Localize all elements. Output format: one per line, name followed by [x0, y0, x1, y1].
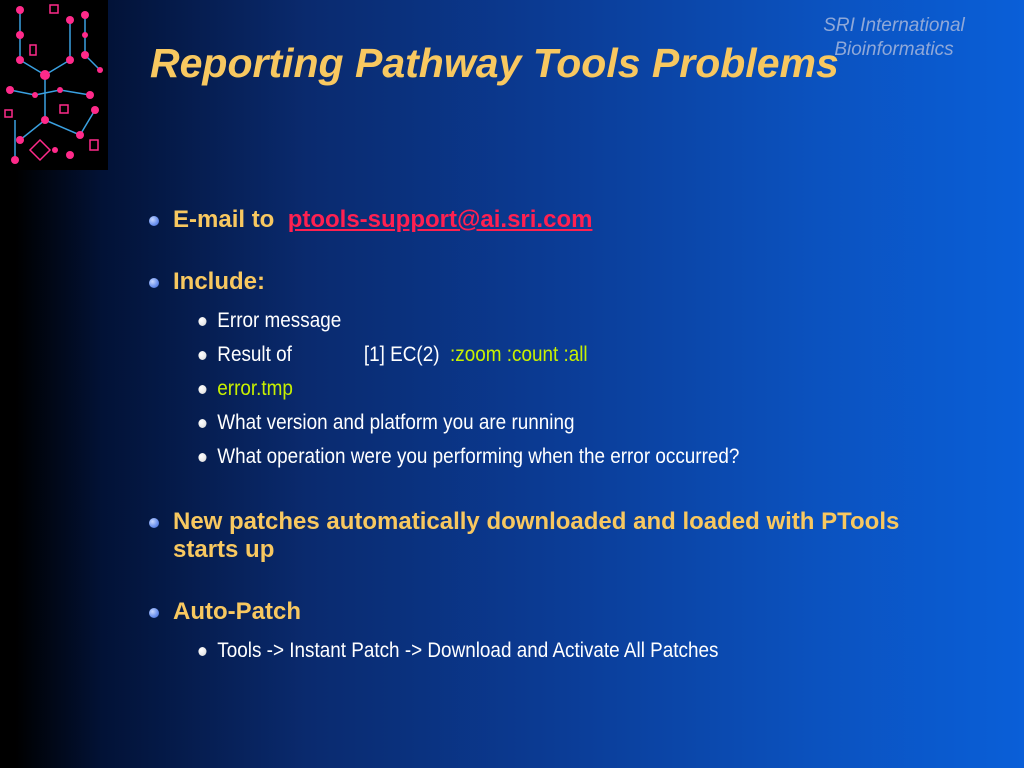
sub-bullet-result-of [148, 338, 886, 372]
sub-bullet-operation [148, 440, 886, 474]
sub-bullet-icon [198, 419, 206, 428]
version-text: What version and platform you are running [217, 411, 575, 434]
bullet-icon [149, 608, 159, 618]
result-of-text: Result of [217, 343, 292, 366]
sub-bullet-error-tmp [148, 372, 886, 406]
bullet-icon [149, 518, 159, 528]
support-email-link[interactable]: ptools-support@ai.sri.com [287, 206, 593, 233]
org-line-2: Bioinformatics [834, 39, 954, 60]
operation-text: What operation were you performing when the error occurred? [217, 445, 740, 468]
error-message-text: Error message [217, 309, 342, 332]
bullet-icon [149, 278, 159, 288]
result-args-text: :zoom :count :all [450, 343, 588, 366]
email-label: E-mail to [173, 206, 275, 233]
sub-bullet-icon [198, 453, 206, 462]
sub-bullet-auto-patch-path [148, 634, 886, 668]
bullet-email [148, 206, 968, 234]
sub-bullet-icon [198, 351, 206, 360]
sub-bullet-icon [198, 385, 206, 394]
sub-bullet-version [148, 406, 886, 440]
result-command-text: [1] EC(2) [363, 343, 440, 366]
bullet-list [148, 206, 968, 668]
org-line-1: SRI International [823, 15, 965, 36]
sub-bullet-icon [198, 647, 206, 656]
slide-title: Reporting Pathway Tools Problems [150, 40, 839, 86]
include-label: Include: [173, 268, 266, 295]
bullet-patches [148, 508, 968, 564]
sub-bullet-icon [198, 317, 206, 326]
bullet-auto-patch [148, 598, 968, 626]
auto-patch-label: Auto-Patch [173, 598, 301, 625]
auto-patch-path-text: Tools -> Instant Patch -> Download and Activate All Patches [217, 639, 719, 662]
error-tmp-text: error.tmp [217, 377, 293, 400]
bullet-include [148, 268, 968, 296]
bullet-icon [149, 216, 159, 226]
patches-text: New patches automatically downloaded and loaded with PTools starts up [173, 508, 900, 563]
sub-bullet-error-message [148, 304, 886, 338]
pathway-diagram-logo [0, 0, 108, 170]
